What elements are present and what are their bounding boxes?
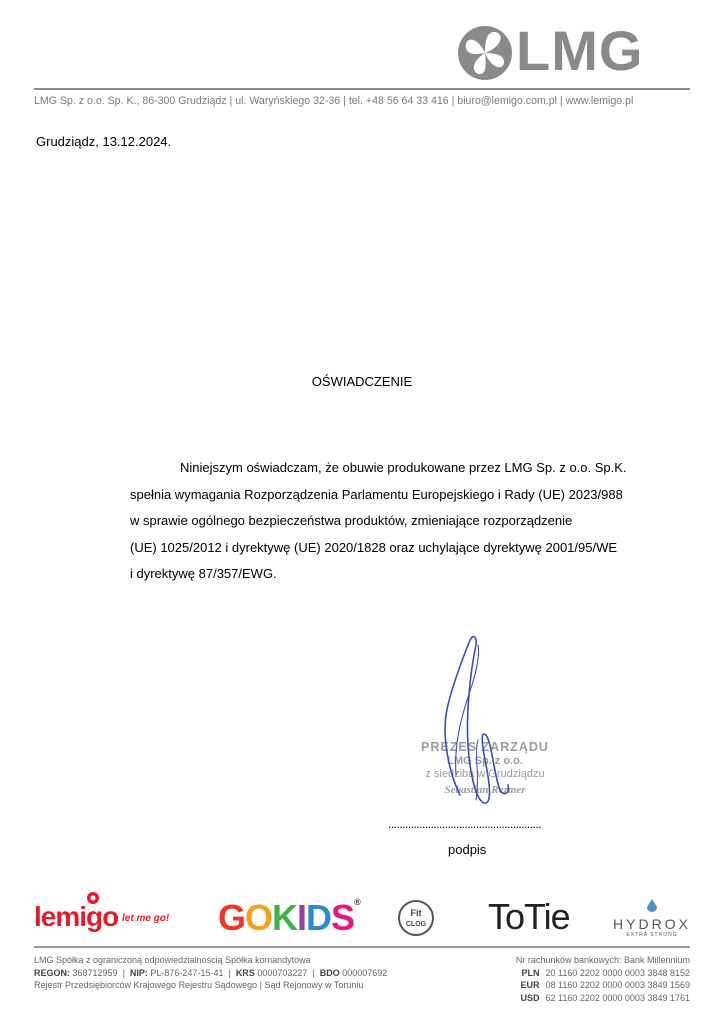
footer-bank-accounts	[514, 954, 690, 1004]
gokids-letter: I	[297, 897, 307, 938]
hydrox-logo	[612, 898, 692, 938]
gokids-letter: O	[245, 897, 273, 938]
lmg-logo	[456, 19, 692, 84]
registered-mark: ®	[354, 897, 360, 907]
gokids-letter: K	[272, 897, 298, 938]
krs-value: 0000703227	[254, 967, 308, 978]
gokids-letter: G	[218, 897, 246, 938]
regon-label: REGON:	[34, 967, 70, 978]
signature-line: ......................................................	[388, 817, 542, 831]
account-number: 20 1160 2202 0000 0003 3848 8152	[545, 967, 690, 978]
stamp-position: PREZES ZARZĄDU	[421, 740, 549, 754]
nip-value: PL-876-247-15-41	[147, 967, 224, 978]
document-date: Grudziądz, 13.12.2024.	[36, 134, 172, 149]
account-row	[514, 992, 690, 1005]
document-title: OŚWIADCZENIE	[311, 374, 413, 389]
lmg-logo-text: LMG	[516, 19, 644, 82]
bank-title: Nr rachunków bankowych: Bank Millennium	[515, 955, 690, 965]
fitclog-top: Fit	[410, 908, 422, 918]
body-line: i dyrektywę 87/357/EWG.	[130, 566, 277, 581]
bdo-value: 000007692	[339, 967, 388, 978]
body-line: (UE) 1025/2012 i dyrektywę (UE) 2020/1828 oraz uchylające dyrektywę 2001/95/WE	[130, 539, 618, 555]
account-currency: USD	[520, 992, 540, 1003]
hydrox-subtitle: EXTRA STRONG	[626, 932, 678, 938]
krs-label: KRS	[235, 967, 255, 978]
bdo-label: BDO	[319, 967, 340, 978]
account-number: 62 1160 2202 0000 0003 3849 1761	[545, 992, 690, 1003]
lmg-emblem-icon	[456, 24, 514, 82]
footer-registry-court: Rejestr Przedsiębiorców Krajowego Rejestru Sądowego | Sąd Rejonowy w Toruniu	[34, 980, 364, 990]
regon-value: 368712959	[70, 967, 118, 978]
company-contact-line: LMG Sp. z o.o. Sp. K., 86-300 Grudziądz | ul. Waryńskiego 32-36 | tel. +48 56 64 33 416 | biuro@lemigo.com.pl | www.lemigo.pl	[34, 95, 634, 107]
stamp-seat: z siedzibą w Grudziądzu	[425, 768, 545, 780]
nip-label: NIP:	[129, 967, 148, 978]
lemigo-logo	[34, 893, 174, 937]
footer-company-name: LMG Spółka z ograniczoną odpowiedzialnością Spółka komandytowa	[34, 955, 311, 965]
lemigo-wordmark: lemigo	[34, 901, 119, 932]
totie-logo: ToTie	[488, 896, 570, 937]
lemigo-tagline: let me go!	[122, 913, 170, 924]
hydrox-wordmark: HYDROX	[613, 916, 691, 932]
body-line: spełnia wymagania Rozporządzenia Parlamentu Europejskiego i Rady (UE) 2023/988	[130, 486, 623, 502]
account-number: 08 1160 2202 0000 0003 3849 1569	[545, 980, 690, 990]
footer-company-info	[34, 954, 387, 992]
account-currency: PLN	[521, 967, 540, 978]
handwritten-signature	[420, 625, 530, 815]
account-row	[514, 979, 690, 992]
gokids-letter: S	[331, 897, 355, 938]
footer-divider	[34, 946, 690, 948]
body-line: w sprawie ogólnego bezpieczeństwa produktów, zmieniające rozporządzenie	[130, 513, 573, 528]
drop-icon	[644, 898, 660, 912]
stamp-company: LMG Sp. z o.o.	[447, 755, 523, 767]
fitclog-logo	[398, 900, 434, 936]
account-currency: EUR	[520, 980, 540, 990]
gokids-logo	[218, 897, 360, 941]
body-line: Niniejszym oświadczam, że obuwie produkowane przez LMG Sp. z o.o. Sp.K.	[180, 460, 627, 475]
gokids-letter: D	[306, 897, 332, 938]
header-divider	[34, 88, 690, 90]
declaration-body	[130, 455, 630, 588]
footer-registry-ids: REGON: 368712959 | NIP: PL-876-247-15-41 | KRS 0000703227 | BDO 000007692	[34, 967, 388, 978]
signature-label: podpis	[448, 842, 487, 857]
stamp-name: Sebastian Rezmer	[444, 784, 526, 796]
fitclog-bottom: CLOG	[405, 921, 427, 928]
account-row	[514, 967, 690, 980]
